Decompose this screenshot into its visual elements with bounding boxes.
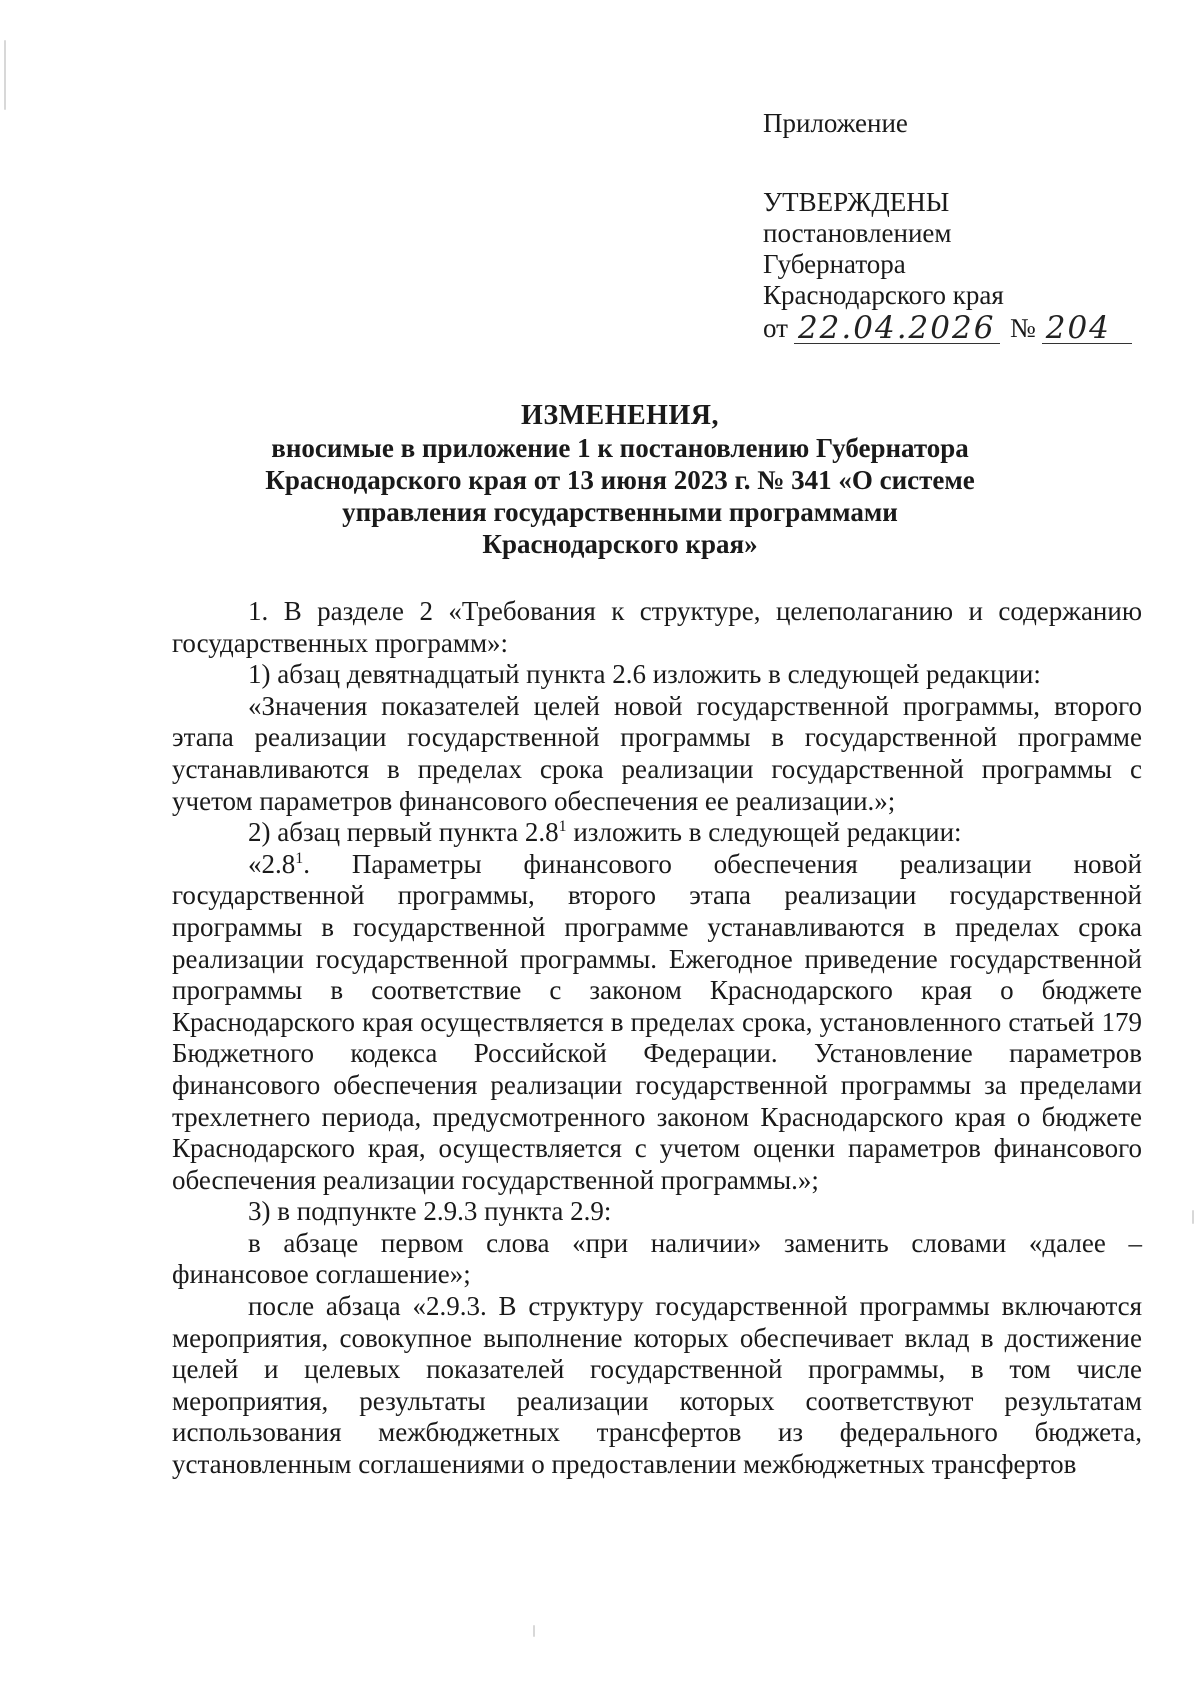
paragraph-7: в абзаце первом слова «при наличии» заменить словами «далее – финансовое соглашение»; xyxy=(172,1227,1142,1290)
paragraph-2: 1) абзац девятнадцатый пункта 2.6 изложить в следующей редакции: xyxy=(248,659,1041,690)
document-body xyxy=(172,596,1142,1481)
appendix-label: Приложение xyxy=(763,108,908,138)
superscript: 1 xyxy=(558,818,567,836)
title-line-2: Краснодарского края от 13 июня 2023 г. № 341 «О системе xyxy=(265,465,975,495)
approval-line-2: Губернатора xyxy=(763,249,906,279)
paragraph-1: 1. В разделе 2 «Требования к структуре, целеполаганию и содержанию государственных программ»: xyxy=(172,596,1142,658)
approval-block xyxy=(763,108,1163,344)
paragraph-4-text: 2) абзац первый пункта 2.8 xyxy=(248,817,559,848)
date-prefix: от xyxy=(763,313,788,343)
approval-line-3: Краснодарского края xyxy=(763,280,1004,310)
handwritten-date: 22.04.2026 xyxy=(794,313,1000,344)
paragraph-5-text: «2.8 xyxy=(248,848,296,879)
scan-artifact xyxy=(1192,1210,1194,1224)
approved-label: УТВЕРЖДЕНЫ xyxy=(763,187,950,217)
paragraph-5-text-end: . Параметры финансового обеспечения реализации новой государственной программы, второго этапа реализации государственной программы в государственной программе устанавливаются в пределах срока реализации государственной программы. Ежегодное приведение государственной программы в соответствие с законом Краснодарского края о бюджете Краснодарского края осуществляется в пределах срока, установленного статьей 179 Бюджетного кодекса Российской Федерации. Установление параметров финансового обеспечения реализации государственной программы за пределами трехлетнего периода, предусмотренного законом Краснодарского края о бюджете Краснодарского края, осуществляется с учетом оценки параметров финансового обеспечения реализации государственной программы.»; xyxy=(172,848,1142,1195)
document-title xyxy=(180,400,1060,560)
paragraph-4 xyxy=(172,817,1142,849)
paragraph-5 xyxy=(172,849,1142,1197)
paragraph-6: 3) в подпункте 2.9.3 пункта 2.9: xyxy=(248,1196,612,1227)
title-line-3: управления государственными программами xyxy=(342,497,898,527)
date-number-line xyxy=(763,310,1163,346)
paragraph-8: после абзаца «2.9.3. В структуру государственной программы включаются мероприятия, совокупное выполнение которых обеспечивает вклад в достижение целей и целевых показателей государственной программы, в том числе мероприятия, результаты реализации которых соответствуют результатам использования межбюджетных трансфертов из федерального бюджета, установленным соглашениями о предоставлении межбюджетных трансфертов xyxy=(172,1291,1142,1480)
scan-artifact xyxy=(533,1625,535,1637)
paragraph-4-text-end: изложить в следующей редакции: xyxy=(566,817,962,848)
number-sign: № xyxy=(1009,313,1036,343)
paragraph-3: «Значения показателей целей новой государственной программы, второго этапа реализации государственной программы в государственной программе устанавливаются в пределах срока реализации государственной программы с учетом параметров финансового обеспечения ее реализации.»; xyxy=(172,690,1142,816)
superscript: 1 xyxy=(295,849,304,867)
title-line-4: Краснодарского края» xyxy=(482,529,758,559)
title-line-1: вносимые в приложение 1 к постановлению Губернатора xyxy=(271,433,969,463)
approval-line-1: постановлением xyxy=(763,218,952,248)
handwritten-number: 204 xyxy=(1042,313,1132,344)
scan-artifact xyxy=(4,40,6,110)
title-heading: ИЗМЕНЕНИЯ, xyxy=(521,400,719,431)
